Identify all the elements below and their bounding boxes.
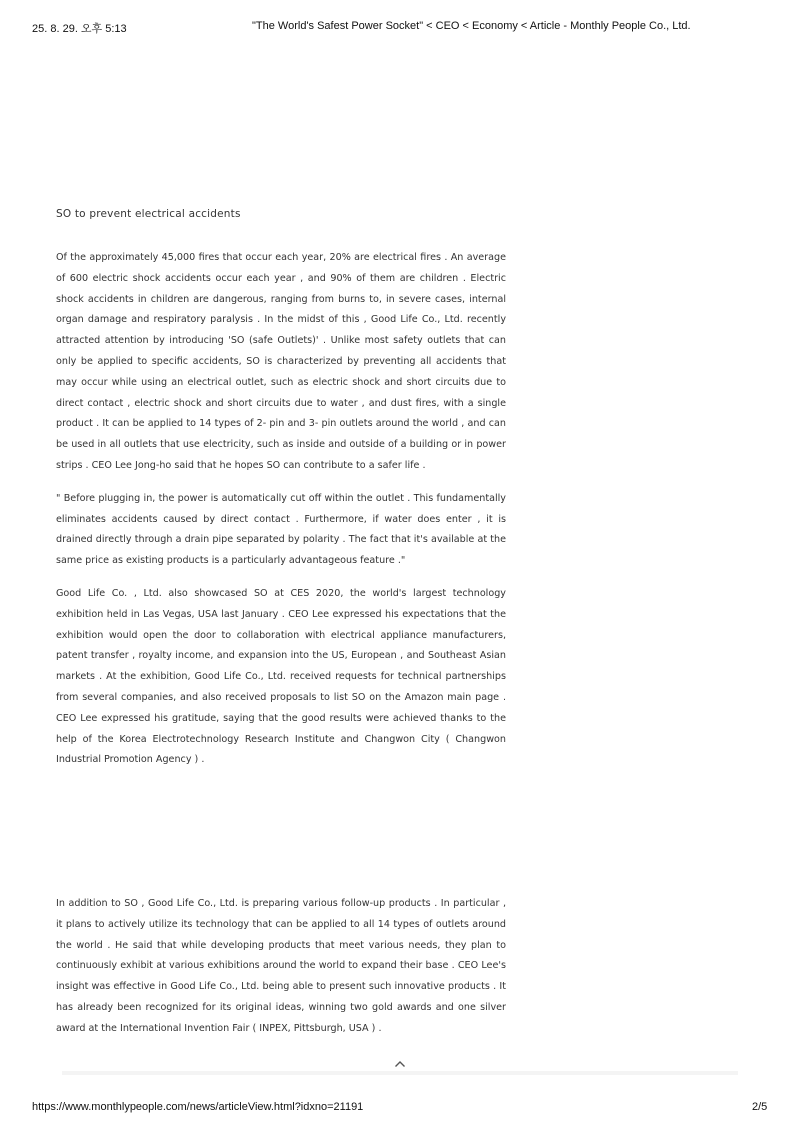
article-paragraph: In addition to SO , Good Life Co., Ltd. is preparing various follow-up products . In particular , it plans to actively utilize its technology that can be applied to all 14 types of outlets around the world . He said that while developing products that meet various needs, they plan to continuously exhibit at various exhibitions around the world to expand their base . CEO Lee's insight was effective in Good Life Co., Ltd. being able to present such innovative products . It has already been recognized for its original ideas, winning two gold awards and one silver award at the International Invention Fair ( INPEX, Pittsburgh, USA ) . bbox=[56, 898, 506, 1034]
article-quote-paragraph: " Before plugging in, the power is automatically cut off within the outlet . This fundamentally eliminates accidents caused by direct contact . Furthermore, if water does enter , it is drained directly through a drain pipe separated by polarity . The fact that it's available at the same price as existing products is a particularly advantageous feature ." bbox=[56, 492, 506, 567]
article-paragraph: Of the approximately 45,000 fires that occur each year, 20% are electrical fires . An average of 600 electric shock accidents occur each year , and 90% of them are children . Electric shock accidents in children are dangerous, ranging from burns to, in severe cases, internal organ damage and respiratory paralysis . In the midst of this , Good Life Co., Ltd. recently attracted attention by introducing 'SO (safe Outlets)' . Unlike most safety outlets that can only be applied to specific accidents, SO is characterized by preventing all accidents that may occur while using an electrical outlet, such as electric shock and short circuits due to direct contact , electric shock and short circuits due to water , and dust fires, with a single product . It can be applied to 14 types of 2- pin and 3- pin outlets around the world , and can be used in all outlets that use electricity, such as inside and outside of a building or in power strips . CEO Lee Jong-ho said that he hopes SO can contribute to a safer life . bbox=[56, 252, 506, 471]
page-indicator: 2/5 bbox=[752, 1101, 768, 1113]
print-footer bbox=[0, 1101, 800, 1117]
article-body bbox=[56, 206, 506, 1034]
print-header bbox=[0, 20, 800, 36]
print-url[interactable]: https://www.monthlypeople.com/news/articleView.html?idxno=21191 bbox=[32, 1101, 364, 1113]
article-paragraph: Good Life Co. , Ltd. also showcased SO at CES 2020, the world's largest technology exhibition held in Las Vegas, USA last January . CEO Lee expressed his expectations that the exhibition would open the door to collaboration with electrical appliance manufacturers, patent transfer , royalty income, and expansion into the US, European , and Southeast Asian markets . At the exhibition, Good Life Co., Ltd. received requests for technical partnerships from several companies, and also received proposals to list SO on the Amazon main page . CEO Lee expressed his gratitude, saying that the good results were achieved thanks to the help of the Korea Electrotechnology Research Institute and Changwon City ( Changwon Industrial Promotion Agency ) . bbox=[56, 587, 506, 766]
chevron-up-icon bbox=[394, 1060, 406, 1068]
print-page-title: "The World's Safest Power Socket" < CEO < Economy < Article - Monthly People Co., Ltd. bbox=[252, 20, 691, 32]
scroll-to-top-button[interactable] bbox=[392, 1058, 408, 1070]
section-divider bbox=[62, 1071, 738, 1075]
print-datetime: 25. 8. 29. 오후 5:13 bbox=[32, 23, 127, 35]
article-subheading: SO to prevent electrical accidents bbox=[56, 208, 241, 220]
